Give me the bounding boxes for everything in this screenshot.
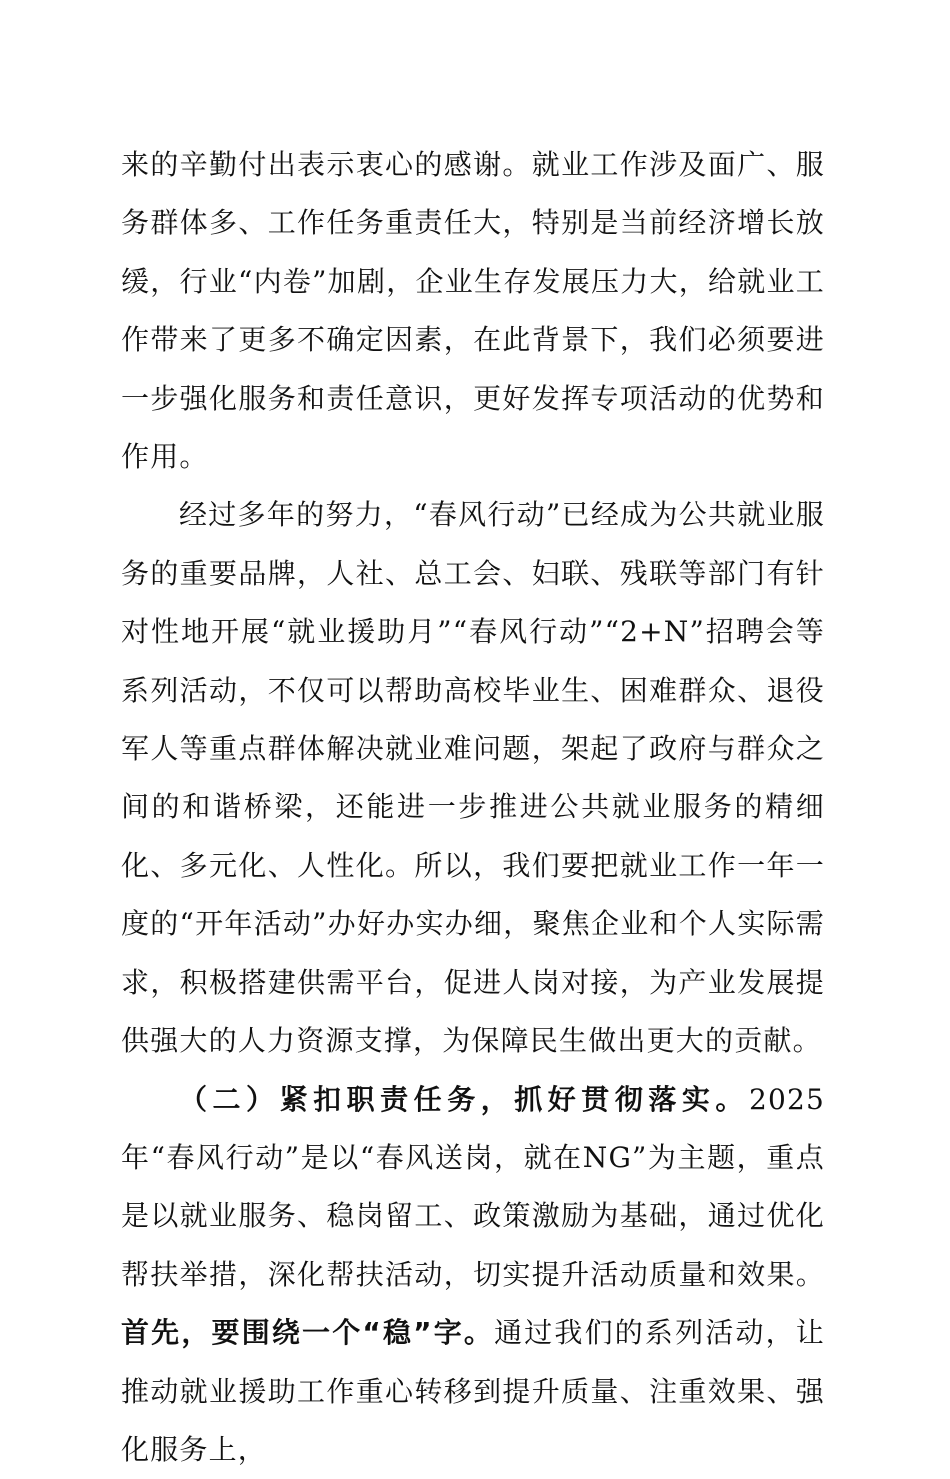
section-heading-2: （二）紧扣职责任务，抓好贯彻落实。: [179, 1083, 749, 1116]
paragraph-1-text: 来的辛勤付出表示衷心的感谢。就业工作涉及面广、服务群体多、工作任务重责任大，特别是当前经济增长放缓，行业“内卷”加剧，企业生存发展压力大，给就业工作带来了更多不确定因素，在此背景下，我们必须要进一步强化服务和责任意识，更好发挥专项活动的优势和作用。: [121, 148, 825, 473]
paragraph-1: [121, 136, 825, 486]
key-point-first: 首先，要围绕一个“稳”字。: [121, 1316, 494, 1349]
document-body: [121, 136, 825, 1479]
paragraph-3-text-a: 2025年“春风行动”是以“春风送岗，就在NG”为主题，重点是以就业服务、稳岗留工、政策激励为基础，通过优化帮扶举措，深化帮扶活动，切实提升活动质量和效果。: [121, 1083, 825, 1291]
paragraph-2-text: 经过多年的努力，“春风行动”已经成为公共就业服务的重要品牌，人社、总工会、妇联、残联等部门有针对性地开展“就业援助月”“春风行动”“2+N”招聘会等系列活动，不仅可以帮助高校毕业生、困难群众、退役军人等重点群体解决就业难问题，架起了政府与群众之间的和谐桥梁，还能进一步推进公共就业服务的精细化、多元化、人性化。所以，我们要把就业工作一年一度的“开年活动”办好办实办细，聚焦企业和个人实际需求，积极搭建供需平台，促进人岗对接，为产业发展提供强大的人力资源支撑，为保障民生做出更大的贡献。: [121, 498, 825, 1057]
paragraph-3: [121, 1071, 825, 1479]
paragraph-3-text-b: 通过我们的系列活动，让推动就业援助工作重心转移到提升质量、注重效果、强化服务上，: [121, 1316, 825, 1466]
paragraph-2: [121, 486, 825, 1070]
